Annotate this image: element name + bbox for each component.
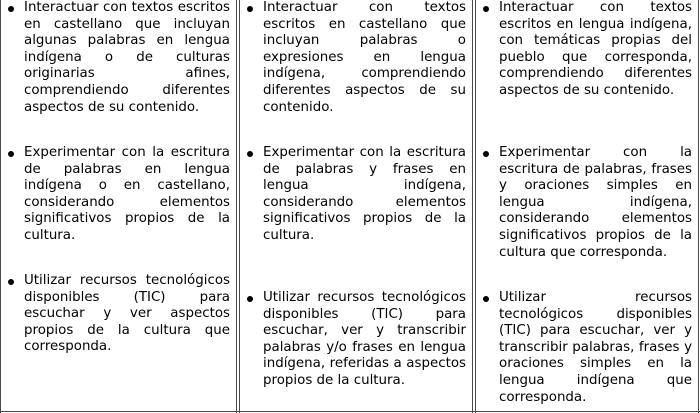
- objective-text: Experimentar con la escritura de palabras en lengua indígena o en castellano, considerando elementos significativos propios de la cultura.: [24, 145, 230, 243]
- bullet-icon: [8, 151, 14, 157]
- column-divider-1a: [236, 0, 237, 413]
- objective-text: Utilizar recursos tecnológicos disponibles (TIC) para escuchar, ver y transcribir palabras, frases y oraciones simples en la lengua indígena que corresponda.: [499, 290, 692, 405]
- objective-text: Utilizar recursos tecnológicos disponibles (TIC) para escuchar, ver y transcribir palabras y/o frases en lengua indígena, referidas a aspectos propios de la cultura.: [263, 290, 466, 388]
- bullet-icon: [8, 279, 14, 285]
- bullet-icon: [247, 151, 253, 157]
- bullet-icon: [483, 296, 489, 302]
- objective-text: Interactuar con textos escritos en castellano que incluyan palabras o expresiones en lengua indígena, comprendiendo diferentes aspectos de su contenido.: [263, 0, 466, 115]
- bullet-icon: [483, 6, 489, 12]
- bullet-icon: [247, 6, 253, 12]
- column-divider-2b: [475, 0, 476, 413]
- column-divider-1b: [239, 0, 240, 413]
- objective-text: Experimentar con la escritura de palabras, frases y oraciones simples en lengua indígena, considerando elementos significativos propios de la cultura que corresponda.: [499, 145, 692, 260]
- objective-text: Experimentar con la escritura de palabras y frases en lengua indígena, considerando elementos significativos propios de la cultura.: [263, 145, 466, 243]
- column-divider-2a: [472, 0, 473, 413]
- table-column-1: [2, 0, 234, 411]
- bullet-icon: [483, 151, 489, 157]
- table-border-left: [0, 0, 1, 413]
- table-column-3: [477, 0, 696, 411]
- table-border-bottom: [0, 411, 700, 412]
- bullet-icon: [8, 6, 14, 12]
- objective-text: Interactuar con textos escritos en castellano que incluyan algunas palabras en lengua indígena o de culturas originarias afines, comprendiendo diferentes aspectos de su contenido.: [24, 0, 230, 115]
- table-column-2: [241, 0, 470, 411]
- objective-text: Utilizar recursos tecnológicos disponibles (TIC) para escuchar y ver aspectos propios de la cultura que corresponda.: [24, 273, 230, 355]
- table-border-right: [698, 0, 699, 413]
- bullet-icon: [247, 296, 253, 302]
- objective-text: Interactuar con textos escritos en lengua indígena, con temáticas propias del pueblo que corresponda, comprendiendo diferentes aspectos de su contenido.: [499, 0, 692, 98]
